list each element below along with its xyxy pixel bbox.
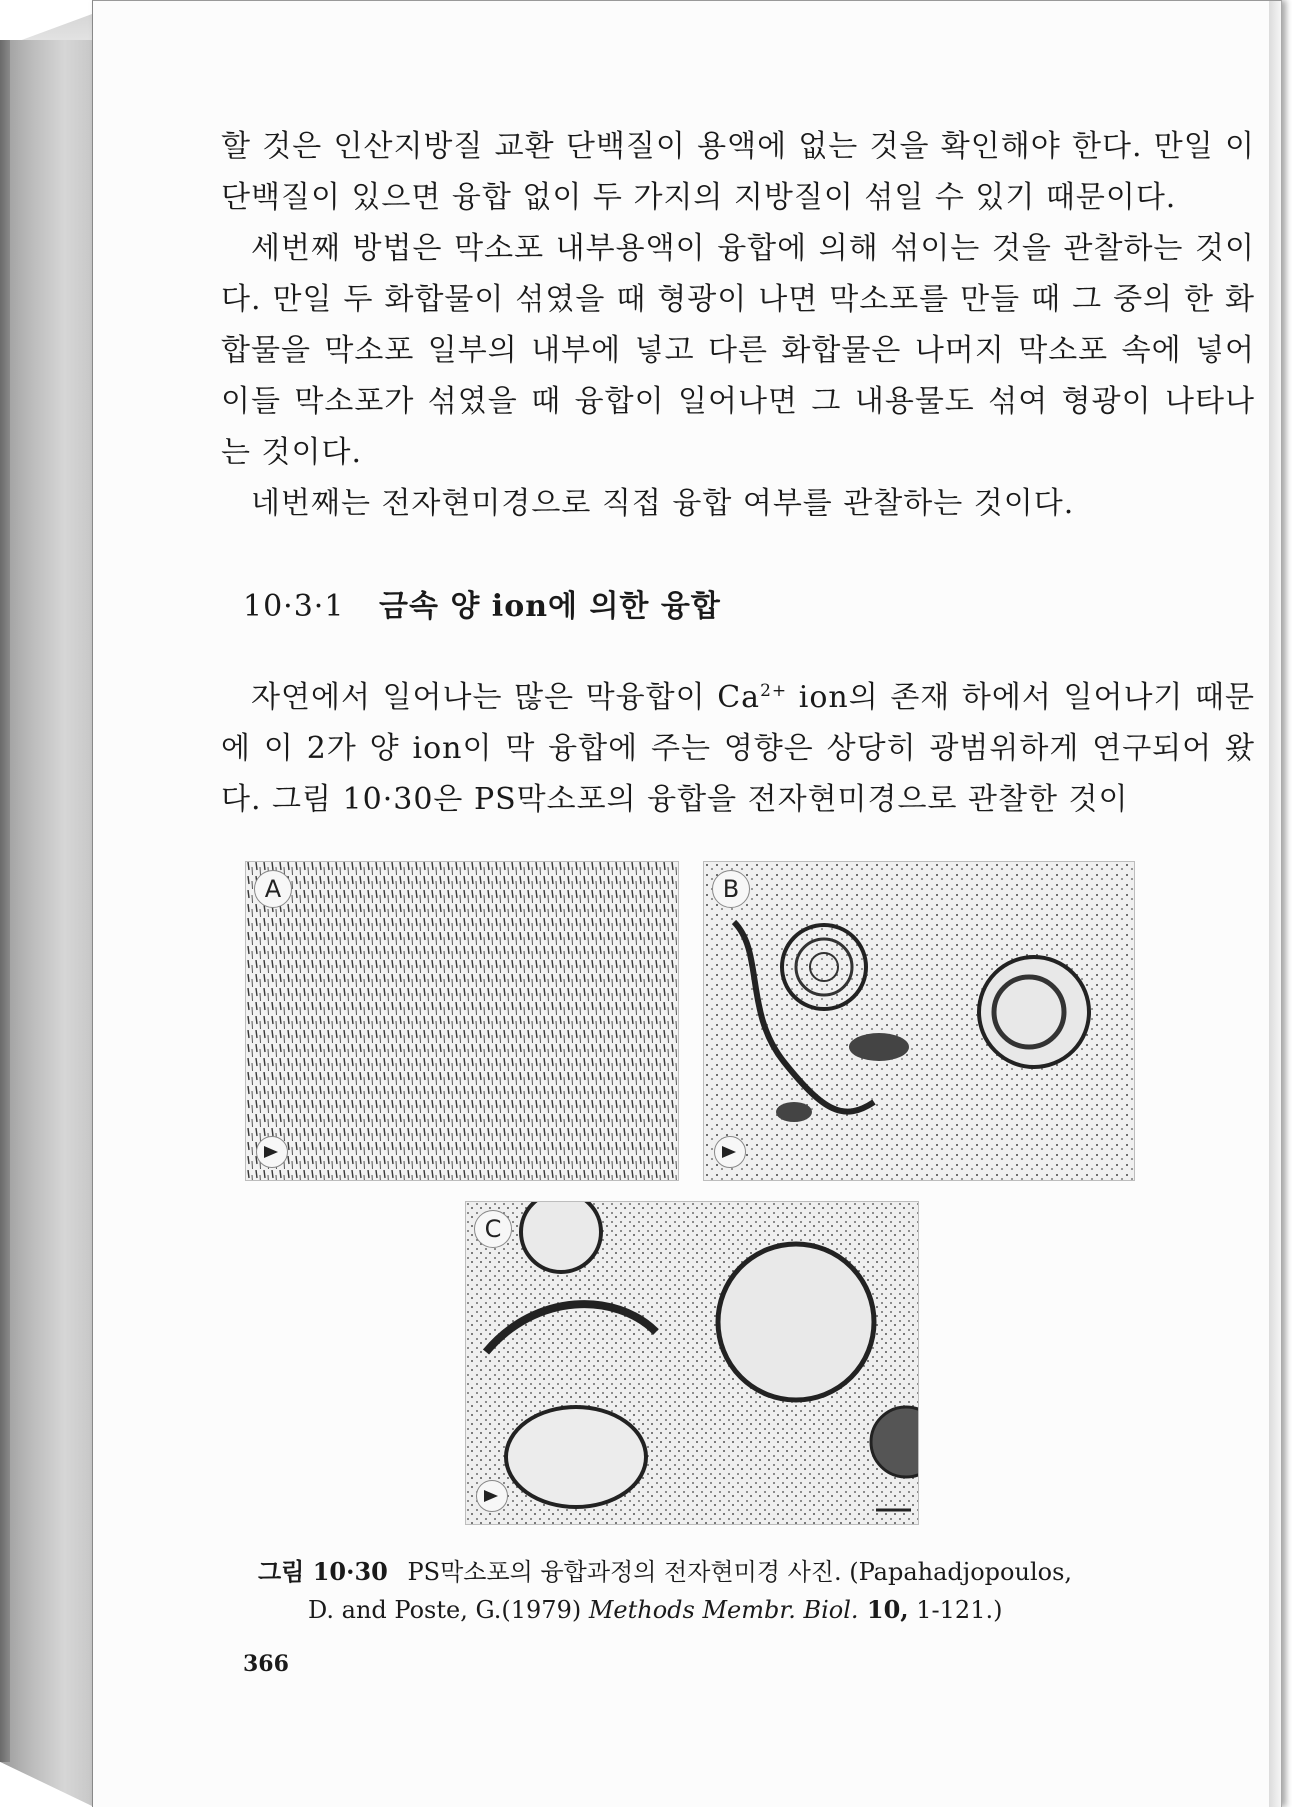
paragraph-4: 자연에서 일어나는 많은 막융합이 $Ca^{2+}$ ion의 존재 하에서 일어나기 때문에 이 2가 양 ion이 막 융합에 주는 영향은 상당히 광범위하게 연구되어 왔다. 그림 10·30은 PS막소포의 융합을 전자현미경으로 관찰한 것이 <box>221 680 1255 817</box>
micrograph-panel-b <box>703 861 1135 1181</box>
paragraph-3: 네번째는 전자현미경으로 직접 융합 여부를 관찰하는 것이다. <box>251 486 1075 521</box>
caption-line-1 <box>258 1553 1258 1591</box>
paragraph-2: 세번째 방법은 막소포 내부용액이 융합에 의해 섞이는 것을 관찰하는 것이다. 만일 두 화합물이 섞였을 때 형광이 나면 막소포를 만들 때 그 중의 한 화합물을 막소포 일부의 내부에 넣고 다른 화합물은 나머지 막소포 속에 넣어 이들 막소포가 섞였을 때 융합이 일어나면 그 내용물도 섞여 형광이 나타나는 것이다. <box>221 231 1255 470</box>
book-page <box>92 0 1282 1807</box>
panel-c-label: C <box>474 1210 512 1248</box>
body-text-top <box>221 121 1255 529</box>
page-right-shadow <box>1269 1 1281 1807</box>
micrograph-b-texture <box>704 862 1134 1180</box>
arrowhead-icon <box>714 1136 746 1168</box>
caption-figure-number: 그림 10·30 <box>258 1557 388 1586</box>
book-spine-shadow <box>0 40 10 1762</box>
panel-b-label: B <box>712 870 750 908</box>
figure-caption <box>258 1553 1258 1629</box>
micrograph-c-texture <box>466 1202 918 1524</box>
paragraph-1: 할 것은 인산지방질 교환 단백질이 용액에 없는 것을 확인해야 한다. 만일 이 단백질이 있으면 융합 없이 두 가지의 지방질이 섞일 수 있기 때문이다. <box>221 129 1255 215</box>
arrowhead-icon <box>256 1136 288 1168</box>
caption-title: PS막소포의 융합과정의 전자현미경 사진. <box>407 1558 842 1586</box>
arrowhead-icon <box>476 1480 508 1512</box>
page-number: 366 <box>243 1651 289 1677</box>
book-spine-edge <box>0 40 92 1806</box>
panel-a-label: A <box>254 870 292 908</box>
micrograph-panel-c <box>465 1201 919 1525</box>
caption-line-2: D. and Poste, G.(1979) Methods Membr. Biol. 10, 1-121.) <box>308 1595 1003 1624</box>
caption-journal: Methods Membr. Biol. <box>588 1596 859 1624</box>
micrograph-a-texture <box>246 862 678 1180</box>
section-title: 금속 양 ion에 의한 융합 <box>378 589 721 624</box>
section-number: 10·3·1 <box>243 589 345 624</box>
body-text-middle <box>221 666 1255 825</box>
superscript-charge: 2+ <box>760 681 788 701</box>
caption-citation-start: (Papahadjopoulos, <box>849 1558 1073 1586</box>
micrograph-panel-a <box>245 861 679 1181</box>
section-heading <box>243 581 721 625</box>
